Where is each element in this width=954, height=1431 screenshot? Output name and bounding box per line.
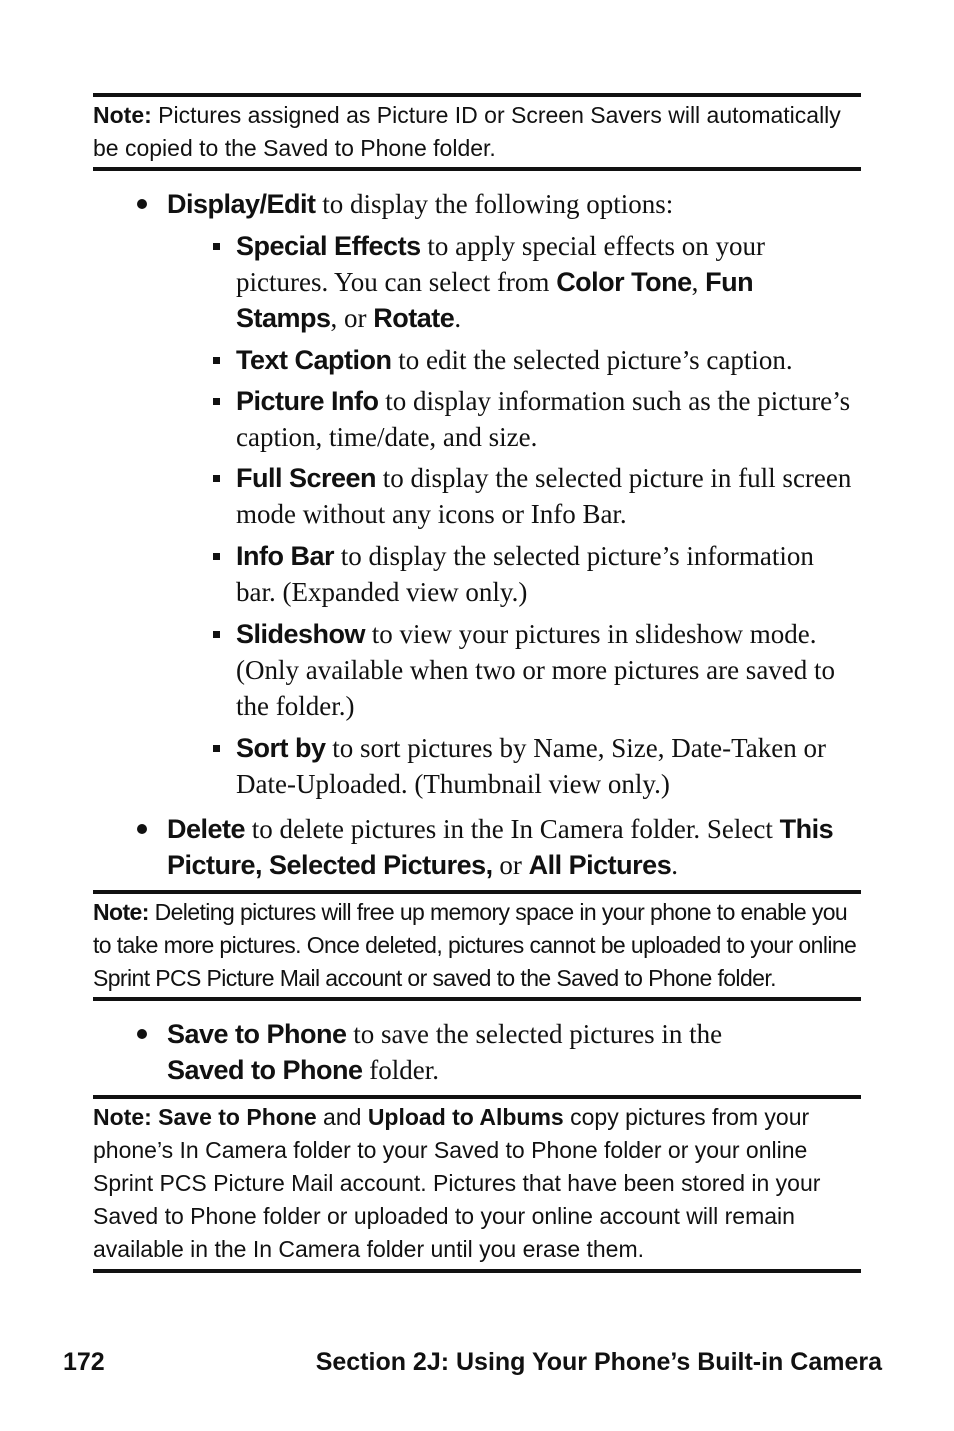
bullet-text: to save the selected pictures in the xyxy=(346,1019,723,1049)
square-bullet-icon xyxy=(213,475,220,482)
bullet-display-edit xyxy=(167,186,857,222)
option-text: to sort pictures by Name, Size, Date-Taken or Date-Uploaded. (Thumbnail view only.) xyxy=(236,733,826,799)
bullet-text: folder. xyxy=(362,1055,440,1085)
term-full-screen: Full Screen xyxy=(236,463,377,493)
bullet-dot-icon xyxy=(137,824,147,834)
option-text: to display the selected picture in full screen mode without any icons or Info Bar. xyxy=(236,463,852,529)
term-info-bar: Info Bar xyxy=(236,541,335,571)
term-text-caption: Text Caption xyxy=(236,345,392,375)
option-full-screen xyxy=(236,460,856,532)
note-text: Pictures assigned as Picture ID or Screen Savers will automatically be copied to the Saved to Phone folder. xyxy=(93,102,841,161)
term-picture-info: Picture Info xyxy=(236,386,379,416)
term-sort-by: Sort by xyxy=(236,733,326,763)
note-label: Note: xyxy=(93,899,149,925)
term-fun-stamps: Fun Stamps xyxy=(236,267,754,333)
bullet-delete xyxy=(167,811,857,883)
option-info-bar xyxy=(236,538,856,610)
separator: or xyxy=(492,850,529,880)
bullet-text: to delete pictures in the In Camera folder. Select xyxy=(245,814,780,844)
separator: , xyxy=(691,267,706,297)
option-text: to apply special effects on your pictures. You can select from xyxy=(236,231,765,297)
square-bullet-icon xyxy=(213,553,220,560)
term-save-to-phone: Save to Phone xyxy=(167,1019,347,1049)
section-title: Section 2J: Using Your Phone’s Built-in Camera xyxy=(315,1348,882,1376)
page-number: 172 xyxy=(63,1348,105,1376)
square-bullet-icon xyxy=(213,398,220,405)
option-text: to display information such as the picture’s caption, time/date, and size. xyxy=(236,386,851,452)
term-rotate: Rotate xyxy=(373,303,455,333)
note-box-delete xyxy=(93,890,861,1001)
term-display-edit: Display/Edit xyxy=(167,189,316,219)
period: . xyxy=(454,303,462,333)
note-label: Note: xyxy=(93,1104,152,1130)
square-bullet-icon xyxy=(213,631,220,638)
option-text: to view your pictures in slideshow mode. (Only available when two or more pictures are saved to the folder.) xyxy=(236,619,836,721)
bullet-text: to display the following options: xyxy=(315,189,674,219)
note-box-save-upload xyxy=(93,1095,861,1273)
term-saved-to-phone: Saved to Phone xyxy=(167,1055,363,1085)
term-upload-to-albums: Upload to Albums xyxy=(367,1104,564,1130)
period: . xyxy=(671,850,678,880)
note-text: copy pictures from your phone’s In Camera folder to your Saved to Phone folder or your online Sprint PCS Picture Mail account. Pictures that have been stored in your Saved to Phone folder or uploaded to your online account will remain available in the In Camera folder until you erase them. xyxy=(93,1104,821,1262)
note-box-saved-folder xyxy=(93,93,861,171)
term-save-to-phone: Save to Phone xyxy=(151,1104,317,1130)
term-delete: Delete xyxy=(167,814,246,844)
bullet-dot-icon xyxy=(137,1029,147,1039)
note-text: Deleting pictures will free up memory space in your phone to enable you to take more pictures. Once deleted, pictures cannot be uploaded to your online Sprint PCS Picture Mail account or saved to the Saved to Phone folder. xyxy=(93,899,857,991)
term-special-effects: Special Effects xyxy=(236,231,421,261)
option-special-effects xyxy=(236,228,856,336)
option-slideshow xyxy=(236,616,856,724)
square-bullet-icon xyxy=(213,745,220,752)
bullet-save-to-phone xyxy=(167,1016,857,1088)
option-text-caption xyxy=(236,342,856,378)
term-all-pictures: All Pictures xyxy=(528,850,672,880)
square-bullet-icon xyxy=(213,357,220,364)
option-text: to display the selected picture’s information bar. (Expanded view only.) xyxy=(236,541,814,607)
option-picture-info xyxy=(236,383,856,455)
note-label: Note: xyxy=(93,102,152,128)
bullet-dot-icon xyxy=(137,199,147,209)
term-slideshow: Slideshow xyxy=(236,619,366,649)
note-text: and xyxy=(316,1104,368,1130)
option-sort-by xyxy=(236,730,856,802)
term-color-tone: Color Tone xyxy=(556,267,692,297)
term-this-selected-pictures: This Picture, Selected Pictures, xyxy=(167,814,834,880)
square-bullet-icon xyxy=(213,243,220,250)
separator: , or xyxy=(330,303,374,333)
option-text: to edit the selected picture’s caption. xyxy=(391,345,793,375)
